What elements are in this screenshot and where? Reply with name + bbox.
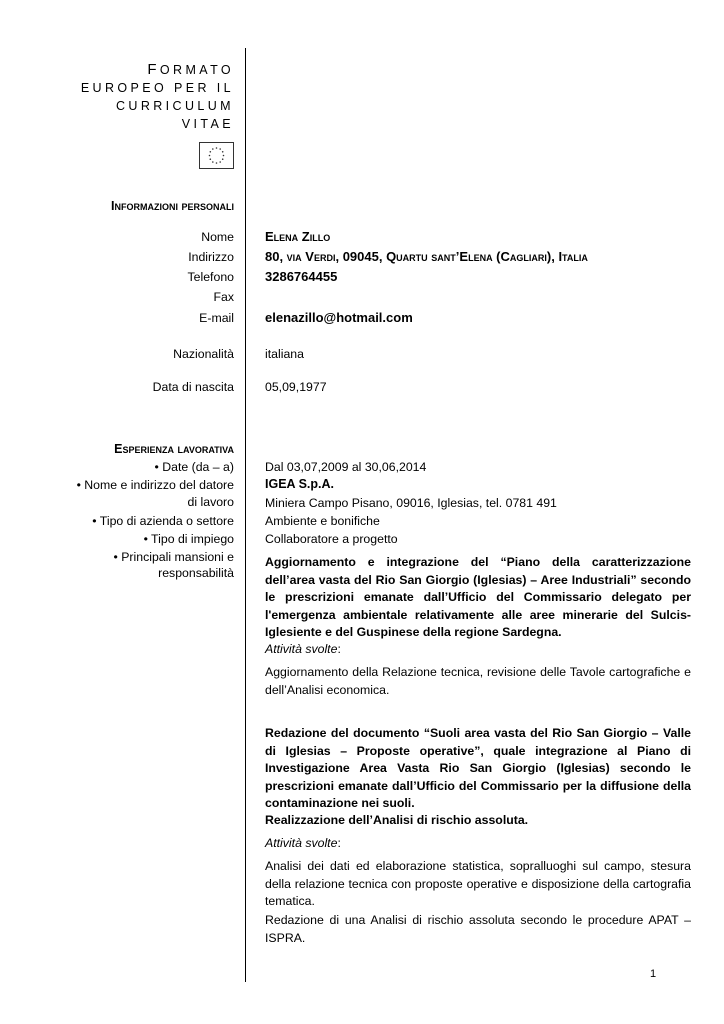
label-address: Indirizzo [188,250,234,264]
cv-title-line-4: VITAE [181,117,234,131]
section-title-personal: Informazioni personali [111,199,234,213]
duty-2-title: Redazione del documento “Suoli area vasta del Rio San Giorgio – Valle di Iglesias – Proposte operative”, quale integrazione al Piano di Investigazione Area Vasta Rio San Giorgio (Iglesias) secondo le prescrizioni emanate dall’Ufficio del Commissario per la diffusione della contaminazione nei suoli. [265,726,691,810]
label-phone: Telefono [187,270,234,284]
label-dates: • Date (da – a) [154,460,234,474]
cv-title-line-1: FORMATO [147,61,234,78]
label-employer-2: di lavoro [187,495,234,509]
duty-3-activities-1: Analisi dei dati ed elaborazione statistica, sopralluoghi sul campo, stesura della relazione tecnica con proposte operative e disposizione della cartografia tematica. [265,859,691,908]
exp-dates: Dal 03,07,2009 al 30,06,2014 [265,460,427,474]
label-job-type: • Tipo di impiego [143,532,234,546]
eu-flag-stars-icon [199,142,234,169]
label-employer-1: • Nome e indirizzo del datore [76,478,234,492]
label-birth: Data di nascita [152,380,234,394]
label-fax: Fax [213,290,234,304]
label-duties-2: responsabilità [158,566,234,580]
duty-1-activities-label: Attività svolte: [265,642,341,656]
exp-employer-name: IGEA S.p.A. [265,477,334,491]
cv-title-line-2: EUROPEO PER IL [80,81,234,95]
page-number: 1 [650,968,657,980]
label-nationality: Nazionalità [173,347,234,361]
cv-title-line-3: CURRICULUM [115,99,234,113]
section-title-experience: Esperienza lavorativa [114,442,234,456]
exp-sector: Ambiente e bonifiche [265,514,380,528]
column-divider [245,48,246,982]
person-phone: 3286764455 [265,269,338,284]
duty-3-activities-2: Redazione di una Analisi di rischio assoluta secondo le procedure APAT – ISPRA. [265,913,691,945]
duty-3-title: Realizzazione dell’Analisi di rischio assoluta. [265,813,529,827]
person-nationality: italiana [265,347,304,361]
exp-job-type: Collaboratore a progetto [265,532,398,546]
label-name: Nome [201,230,234,244]
person-address: 80, via Verdi, 09045, Quartu sant’Elena (Cagliari), Italia [265,249,588,264]
duty-1-activities: Aggiornamento della Relazione tecnica, revisione delle Tavole cartografiche e dell’Analisi economica. [265,665,691,697]
exp-employer-address: Miniera Campo Pisano, 09016, Iglesias, tel. 0781 491 [265,496,557,510]
person-email[interactable]: elenazillo@hotmail.com [265,310,413,325]
person-birth: 05,09,1977 [265,380,327,394]
label-duties-1: • Principali mansioni e [113,550,234,564]
duty-3-activities-label: Attività svolte: [265,836,341,850]
duty-1-title: Aggiornamento e integrazione del “Piano della caratterizzazione dell’area vasta del Rio San Giorgio (Iglesias) – Aree Industriali” secondo le prescrizioni emanate dall’Ufficio del Commissario delegato per l'emergenza ambientale relativamente alle aree minerarie del Sulcis-Iglesiente e del Guspinese della regione Sardegna. [265,555,691,639]
label-email: E-mail [199,311,234,325]
label-sector: • Tipo di azienda o settore [92,514,234,528]
person-name: Elena Zillo [265,229,331,244]
